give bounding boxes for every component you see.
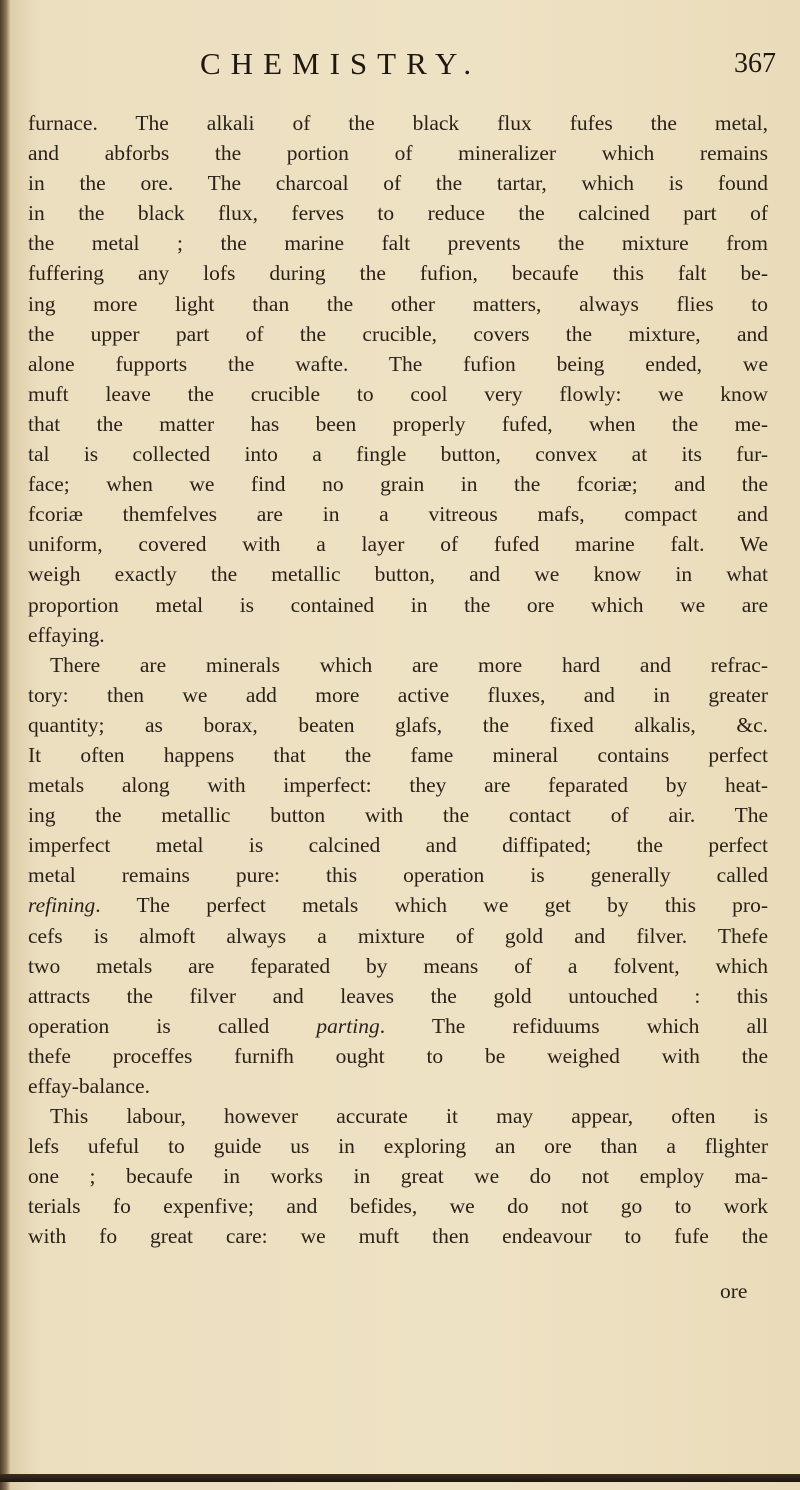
- text-line: face; when we find no grain in the fcoriæ; and the: [28, 472, 768, 497]
- text-line: in the ore. The charcoal of the tartar, which is found: [28, 171, 768, 196]
- text-line: with fo great care: we muft then endeavour to fufe the: [28, 1224, 768, 1249]
- text-line: lefs ufeful to guide us in exploring an ore than a flighter: [28, 1134, 768, 1159]
- page-header: [0, 46, 800, 96]
- text-line: cefs is almoft always a mixture of gold and filver. Thefe: [28, 923, 768, 948]
- page-gutter-shadow: [0, 0, 10, 1490]
- text-line: thefe proceffes furnifh ought to be weighed with the: [28, 1043, 768, 1068]
- text-line: the upper part of the crucible, covers the mixture, and: [28, 321, 768, 346]
- text-line: quantity; as borax, beaten glafs, the fixed alkalis, &c.: [28, 712, 768, 737]
- text-line: metals along with imperfect: they are feparated by heat-: [28, 773, 768, 798]
- text-line: attracts the filver and leaves the gold untouched : this: [28, 983, 768, 1008]
- text-line: fcoriæ themfelves are in a vitreous mafs, compact and: [28, 502, 768, 527]
- running-head: CHEMISTRY.: [200, 46, 482, 81]
- text-line: two metals are feparated by means of a folvent, which: [28, 953, 768, 978]
- text-line: operation is called parting. The refiduums which all: [28, 1013, 769, 1038]
- text-line: tory: then we add more active fluxes, and in greater: [28, 682, 768, 707]
- text-line: fuffering any lofs during the fufion, becaufe this falt be-: [28, 261, 768, 286]
- text-line: alone fupports the wafte. The fufion being ended, we: [28, 351, 768, 376]
- text-line: imperfect metal is calcined and diffipated; the perfect: [28, 833, 768, 858]
- text-line: furnace. The alkali of the black flux fufes the metal,: [28, 111, 768, 135]
- text-line: and abforbs the portion of mineralizer which remains: [28, 141, 768, 166]
- text-line: the metal ; the marine falt prevents the mixture from: [28, 231, 768, 256]
- text-line: muft leave the crucible to cool very flowly: we know: [28, 381, 768, 406]
- text-line: refining. The perfect metals which we get by this pro-: [28, 893, 768, 918]
- text-line: proportion metal is contained in the ore which we are: [28, 592, 768, 617]
- body-text: [28, 108, 768, 1252]
- catchword: ore: [720, 1279, 748, 1303]
- text-line: ing more light than the other matters, always flies to: [28, 291, 768, 316]
- text-line: that the matter has been properly fufed, when the me-: [28, 411, 768, 436]
- text-line: metal remains pure: this operation is generally called: [28, 863, 768, 888]
- text-line: This labour, however accurate it may appear, often is: [50, 1104, 768, 1129]
- text-line: ing the metallic button with the contact of air. The: [28, 803, 768, 828]
- text-line: one ; becaufe in works in great we do not employ ma-: [28, 1164, 768, 1189]
- text-line: effaying.: [28, 622, 105, 647]
- page-bottom-edge: [0, 1474, 800, 1482]
- text-line: tal is collected into a fingle button, convex at its fur-: [28, 442, 768, 467]
- text-line: effay-balance.: [28, 1074, 150, 1098]
- text-line: It often happens that the fame mineral contains perfect: [28, 742, 768, 767]
- text-line: terials fo expenfive; and befides, we do not go to work: [28, 1194, 768, 1219]
- text-line: There are minerals which are more hard and refrac-: [50, 652, 768, 677]
- text-line: uniform, covered with a layer of fufed marine falt. We: [28, 532, 768, 557]
- text-line: weigh exactly the metallic button, and we know in what: [28, 562, 768, 587]
- page-number: 367: [734, 48, 776, 79]
- text-line: in the black flux, ferves to reduce the calcined part of: [28, 201, 768, 226]
